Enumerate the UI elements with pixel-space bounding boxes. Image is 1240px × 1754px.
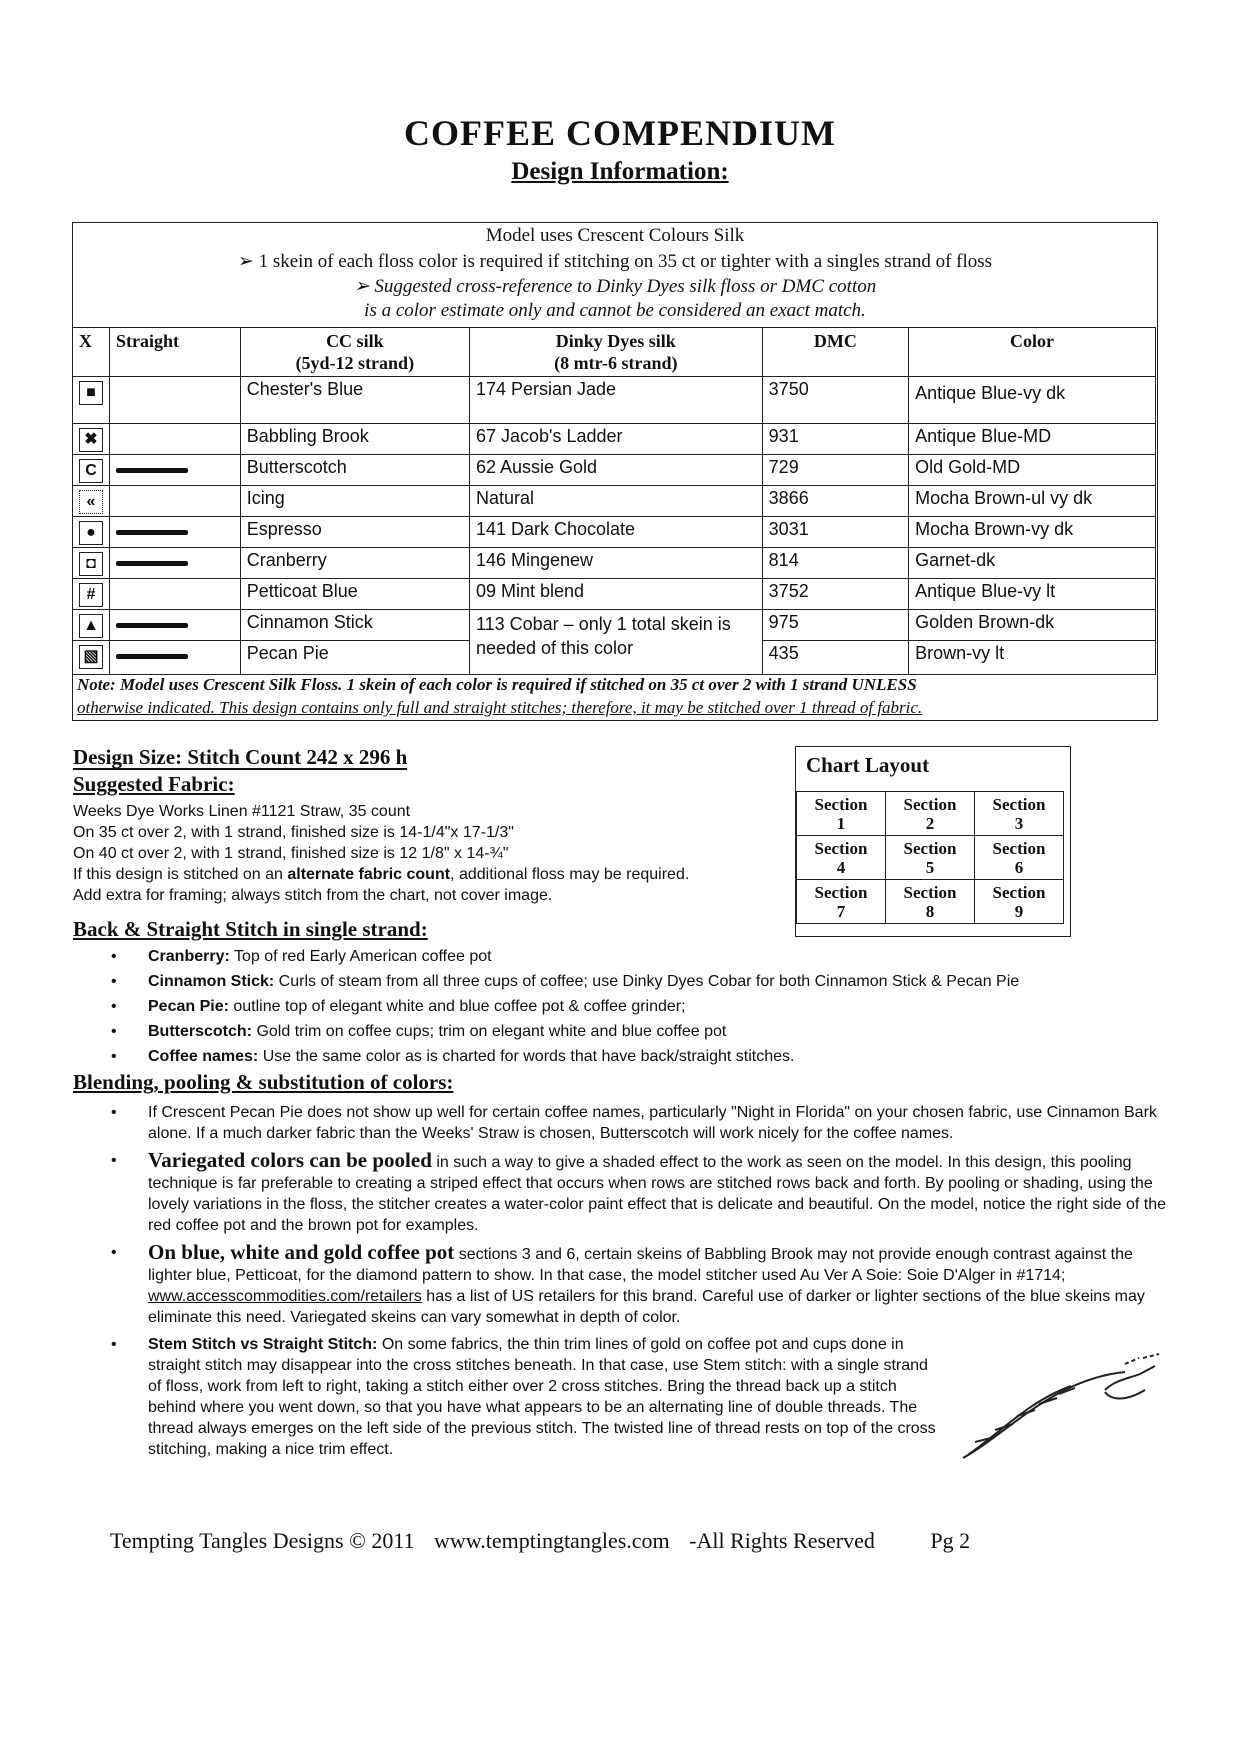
chart-layout-grid	[796, 791, 1064, 924]
chart-layout-box	[795, 746, 1071, 937]
section-cell: Section 6	[975, 836, 1064, 880]
thread-table	[72, 327, 1156, 675]
fabric-line-3: On 40 ct over 2, with 1 strand, finished size is 12 1/8" x 14-¾"	[73, 845, 509, 862]
table-note: Note: Model uses Crescent Silk Floss. 1 skein of each color is required if stitched on 35 ct over 2 with 1 strand UNLESS otherwise indicated. This design contains only full and straight stitches; therefore, it may be stitched over 1 thread of fabric.	[77, 675, 923, 717]
symbol-guillemet-icon: «	[79, 490, 103, 514]
dmc-cell: 729	[762, 455, 908, 486]
footer-company: Tempting Tangles Designs © 2011	[110, 1528, 415, 1553]
section-cell: Section 1	[797, 792, 886, 836]
thread-info-box	[72, 222, 1158, 721]
table-row	[73, 486, 1156, 517]
table-row	[73, 424, 1156, 455]
list-item: • Cinnamon Stick: Curls of steam from all three cups of coffee; use Dinky Dyes Cobar for both Cinnamon Stick & Pecan Pie	[73, 971, 1183, 992]
chart-layout-title: Chart Layout	[806, 753, 930, 777]
dmc-cell: 3031	[762, 517, 908, 548]
straight-stitch-line-icon	[116, 530, 188, 535]
footer-url[interactable]: www.temptingtangles.com	[434, 1528, 670, 1553]
table-row	[73, 548, 1156, 579]
fabric-line-5: Add extra for framing; always stitch from the chart, not cover image.	[73, 887, 553, 904]
cc-cell: Chester's Blue	[240, 377, 469, 424]
fabric-line-4: If this design is stitched on an alternate fabric count, additional floss may be required.	[73, 866, 690, 883]
cc-cell: Pecan Pie	[240, 641, 469, 675]
straight-stitch-line-icon	[116, 623, 188, 628]
straight-cell	[110, 486, 241, 517]
table-row	[73, 377, 1156, 424]
straight-cell	[110, 424, 241, 455]
header-dmc: DMC	[762, 328, 908, 377]
list-item: • On blue, white and gold coffee pot sections 3 and 6, certain skeins of Babbling Brook may not provide enough contrast against the lighter blue, Petticoat, for the diamond pattern to show. In that case, the model stitcher used Au Ver A Soie: Soie D'Alger in #1714; www.accesscommodities.com/retailers has a list of US retailers for this brand. Careful use of darker or lighter sections of the blue skeins may eliminate this need. Variegated skeins can vary somewhat in depth of color.	[73, 1242, 1178, 1328]
fabric-line-1: Weeks Dye Works Linen #1121 Straw, 35 count	[73, 803, 411, 820]
list-item: • Stem Stitch vs Straight Stitch: On some fabrics, the thin trim lines of gold on coffee pot and cups done in straight stitch may disappear into the cross stitches beneath. In that case, use Stem stitch: with a single strand of floss, work from left to right, taking a stitch either over 2 cross stitches. Bring the thread back up a stitch behind where you went down, so that you have what appears to be an alternating line of double threads. The thread always emerges on the left side of the previous stitch. The twisted line of thread rests on top of the cross stitching, making a nice trim effect.	[73, 1334, 1178, 1460]
cc-cell: Espresso	[240, 517, 469, 548]
color-cell: Old Gold-MD	[909, 455, 1156, 486]
intro-line-4: is a color estimate only and cannot be considered an exact match.	[364, 300, 866, 321]
table-row	[73, 579, 1156, 610]
straight-cell	[110, 579, 241, 610]
section-cell: Section 3	[975, 792, 1064, 836]
cc-cell: Petticoat Blue	[240, 579, 469, 610]
section-cell: Section 4	[797, 836, 886, 880]
dd-cell: 67 Jacob's Ladder	[469, 424, 762, 455]
straight-stitch-line-icon	[116, 654, 188, 659]
section-cell: Section 2	[886, 792, 975, 836]
header-dinky-dyes: Dinky Dyes silk (8 mtr-6 strand)	[469, 328, 762, 377]
symbol-inverse-square-icon: ◘	[79, 552, 103, 576]
dmc-cell: 435	[762, 641, 908, 675]
dmc-cell: 3752	[762, 579, 908, 610]
intro-line-2: ➢ 1 skein of each floss color is required if stitching on 35 ct or tighter with a singles strand of floss	[237, 251, 993, 272]
cc-cell: Icing	[240, 486, 469, 517]
intro-line-1: Model uses Crescent Colours Silk	[485, 225, 745, 246]
header-straight: Straight	[110, 328, 241, 377]
straight-cell	[110, 377, 241, 424]
color-cell: Antique Blue-vy dk	[909, 377, 1156, 424]
dd-cell: Natural	[469, 486, 762, 517]
symbol-cross-icon: ✖	[79, 428, 103, 452]
symbol-hatched-square-icon: ▧	[79, 645, 103, 669]
color-cell: Brown-vy lt	[909, 641, 1156, 675]
table-row	[73, 517, 1156, 548]
list-item: • Butterscotch: Gold trim on coffee cups; trim on elegant white and blue coffee pot	[73, 1021, 1183, 1042]
color-cell: Garnet-dk	[909, 548, 1156, 579]
dmc-cell: 814	[762, 548, 908, 579]
section-cell: Section 7	[797, 880, 886, 924]
symbol-circle-icon: ●	[79, 521, 103, 545]
header-color: Color	[909, 328, 1156, 377]
backstitch-heading: Back & Straight Stitch in single strand:	[73, 917, 428, 941]
dd-cell: 174 Persian Jade	[469, 377, 762, 424]
fabric-line-2: On 35 ct over 2, with 1 strand, finished size is 14-1/4"x 17-1/3"	[73, 824, 514, 841]
table-row	[73, 610, 1156, 641]
header-x: X	[73, 328, 110, 377]
dd-cell: 09 Mint blend	[469, 579, 762, 610]
cc-cell: Babbling Brook	[240, 424, 469, 455]
list-item: • If Crescent Pecan Pie does not show up well for certain coffee names, particularly "Night in Florida" on your chosen fabric, use Cinnamon Bark alone. If a much darker fabric than the Weeks' Straw is chosen, Butterscotch will work nicely for the coffee names.	[73, 1102, 1178, 1144]
section-cell: Section 8	[886, 880, 975, 924]
symbol-hash-icon: #	[79, 583, 103, 607]
symbol-triangle-icon: ▲	[79, 614, 103, 638]
color-cell: Mocha Brown-vy dk	[909, 517, 1156, 548]
color-cell: Antique Blue-vy lt	[909, 579, 1156, 610]
dmc-cell: 3866	[762, 486, 908, 517]
symbol-c-icon: C	[79, 459, 103, 483]
dmc-cell: 3750	[762, 377, 908, 424]
footer	[110, 1528, 984, 1554]
retailers-link[interactable]: www.accesscommodities.com/retailers	[148, 1288, 422, 1305]
footer-page-number: Pg 2	[930, 1528, 971, 1553]
dmc-cell: 975	[762, 610, 908, 641]
list-item: • Cranberry: Top of red Early American coffee pot	[73, 946, 1183, 967]
straight-stitch-line-icon	[116, 561, 188, 566]
dd-cell: 62 Aussie Gold	[469, 455, 762, 486]
list-item: • Pecan Pie: outline top of elegant white and blue coffee pot & coffee grinder;	[73, 996, 1183, 1017]
backstitch-list	[73, 946, 1183, 1067]
list-item: • Variegated colors can be pooled in such a way to give a shaded effect to the work as seen on the model. In this design, this pooling technique is far preferable to creating a striped effect that occurs when rows are stitched rows back and forth. By pooling or shading, using the lovely variations in the floss, the stitcher creates a water-color paint effect that is delicate and beautiful. On the model, notice the right side of the red coffee pot and the brown pot for examples.	[73, 1150, 1178, 1236]
dmc-cell: 931	[762, 424, 908, 455]
symbol-square-icon: ■	[79, 381, 103, 405]
header-cc-silk: CC silk (5yd-12 strand)	[240, 328, 469, 377]
design-size-heading: Design Size: Stitch Count 242 x 296 h	[73, 745, 408, 769]
table-row	[73, 455, 1156, 486]
cc-cell: Cinnamon Stick	[240, 610, 469, 641]
dd-cell: 141 Dark Chocolate	[469, 517, 762, 548]
table-header-row	[73, 328, 1156, 377]
page-subtitle: Design Information:	[511, 158, 729, 185]
color-cell: Antique Blue-MD	[909, 424, 1156, 455]
cc-cell: Butterscotch	[240, 455, 469, 486]
cc-cell: Cranberry	[240, 548, 469, 579]
page-title: COFFEE COMPENDIUM	[404, 113, 836, 153]
intro-line-3: ➢ Suggested cross-reference to Dinky Dyes silk floss or DMC cotton	[353, 276, 877, 297]
dd-cell: 113 Cobar – only 1 total skein is needed of this color	[469, 610, 762, 675]
stem-stitch-illustration-icon	[955, 1350, 1165, 1470]
blending-heading: Blending, pooling & substitution of colors:	[73, 1070, 454, 1094]
section-cell: Section 9	[975, 880, 1064, 924]
section-cell: Section 5	[886, 836, 975, 880]
dd-cell: 146 Mingenew	[469, 548, 762, 579]
list-item: • Coffee names: Use the same color as is charted for words that have back/straight stitches.	[73, 1046, 1183, 1067]
fabric-heading: Suggested Fabric:	[73, 772, 235, 796]
color-cell: Mocha Brown-ul vy dk	[909, 486, 1156, 517]
straight-stitch-line-icon	[116, 468, 188, 473]
color-cell: Golden Brown-dk	[909, 610, 1156, 641]
footer-rights: -All Rights Reserved	[689, 1528, 875, 1553]
